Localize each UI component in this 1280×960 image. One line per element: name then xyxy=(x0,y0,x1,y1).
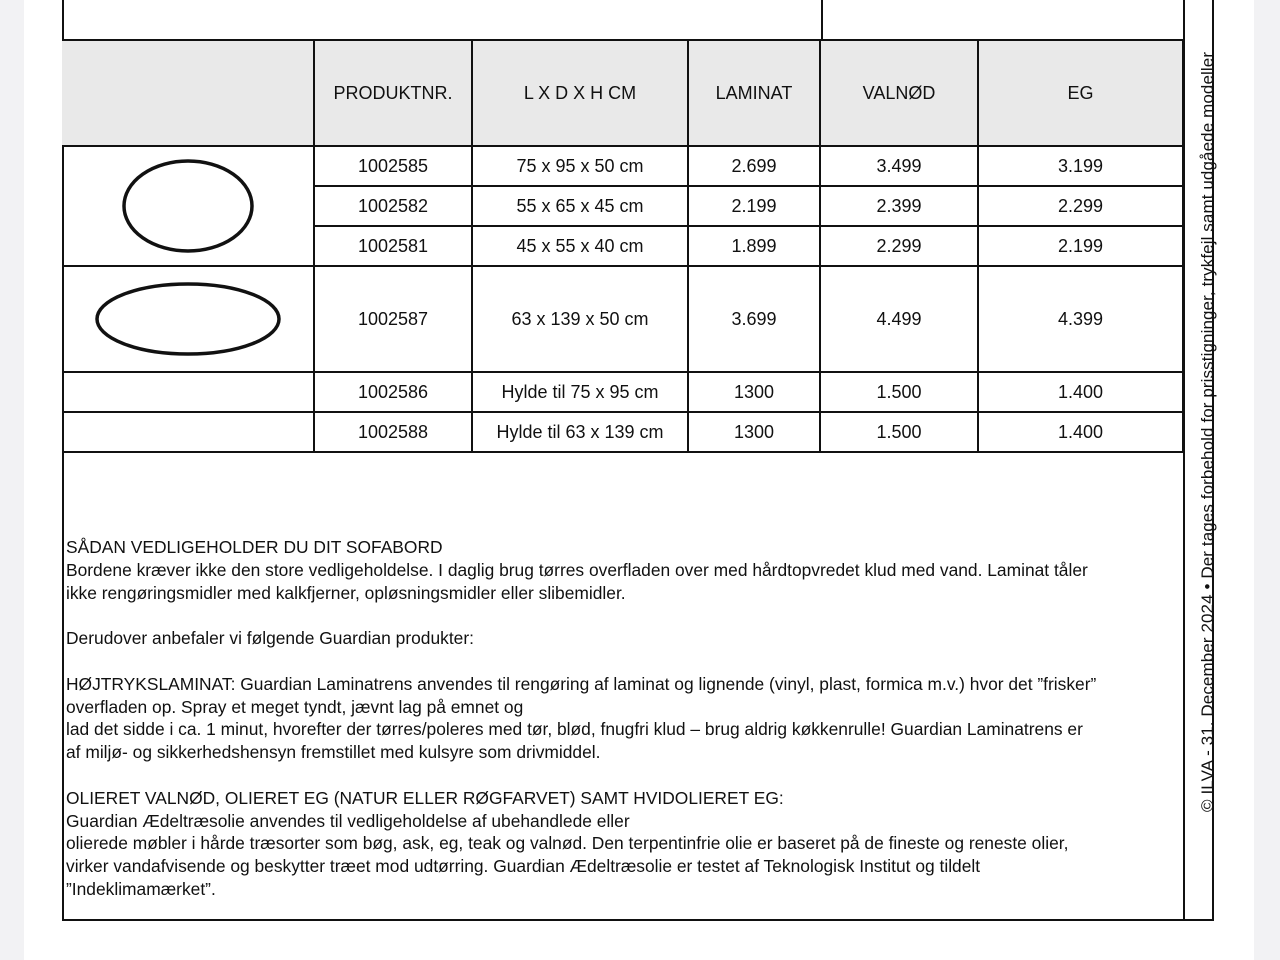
laminat-price-cell: 2.699 xyxy=(688,146,820,186)
valnod-price-cell: 4.499 xyxy=(820,266,978,372)
eg-price-cell: 1.400 xyxy=(978,412,1183,452)
header-produktnr: PRODUKTNR. xyxy=(314,40,472,146)
table-row xyxy=(62,372,1183,412)
eg-price-cell: 2.199 xyxy=(978,226,1183,266)
empty-shape-cell xyxy=(62,372,314,412)
elongated-oval-table-icon xyxy=(88,279,288,359)
laminate-paragraph-line: af miljø- og sikkerhedshensyn fremstillet med kulsyre som drivmiddel. xyxy=(66,742,601,763)
laminat-price-cell: 1300 xyxy=(688,372,820,412)
laminat-price-cell: 2.199 xyxy=(688,186,820,226)
oil-paragraph-line: virker vandafvisende og beskytter træet mod udtørring. Guardian Ædeltræsolie er testet af Teknologisk Institut og tildelt xyxy=(66,856,981,877)
produktnr-cell: 1002581 xyxy=(314,226,472,266)
produktnr-cell: 1002588 xyxy=(314,412,472,452)
copyright-disclaimer: © ILVA - 31. December 2024 • Der tages forbehold for prisstigninger, trykfejl samt udgåede modeller xyxy=(1198,51,1217,812)
table-header-row xyxy=(62,40,1183,146)
table-row xyxy=(62,412,1183,452)
recommend-line: Derudover anbefaler vi følgende Guardian produkter: xyxy=(66,628,474,649)
eg-price-cell: 2.299 xyxy=(978,186,1183,226)
valnod-price-cell: 3.499 xyxy=(820,146,978,186)
produktnr-cell: 1002585 xyxy=(314,146,472,186)
oil-paragraph-line: ”Indeklimamærket”. xyxy=(66,878,216,899)
size-cell: 75 x 95 x 50 cm xyxy=(472,146,688,186)
eg-price-cell: 3.199 xyxy=(978,146,1183,186)
oil-paragraph-line: Guardian Ædeltræsolie anvendes til vedligeholdelse af ubehandlede eller xyxy=(66,810,630,831)
laminat-price-cell: 1.899 xyxy=(688,226,820,266)
care-instructions xyxy=(66,536,1182,901)
laminate-paragraph-line: lad det sidde i ca. 1 minut, hvorefter der tørres/poleres med tør, blød, fnugfri klud – brug aldrig køkkenrulle! Guardian Laminatrens er xyxy=(66,719,1083,740)
produktnr-cell: 1002582 xyxy=(314,186,472,226)
laminat-price-cell: 1300 xyxy=(688,412,820,452)
valnod-price-cell: 1.500 xyxy=(820,412,978,452)
header-size: L X D X H CM xyxy=(472,40,688,146)
oil-heading: OLIERET VALNØD, OLIERET EG (NATUR ELLER RØGFARVET) SAMT HVIDOLIERET EG: xyxy=(66,787,784,808)
valnod-price-cell: 1.500 xyxy=(820,372,978,412)
produktnr-cell: 1002586 xyxy=(314,372,472,412)
oil-paragraph-line: olierede møbler i hårde træsorter som bøg, ask, eg, teak og valnød. Den terpentinfrie olie er baseret på de fineste og reneste olier, xyxy=(66,833,1069,854)
laminate-paragraph-line: overfladen op. Spray et meget tyndt, jævnt lag på emnet og xyxy=(66,696,524,717)
table-row xyxy=(62,266,1183,372)
price-table xyxy=(62,39,1184,453)
top-divider xyxy=(821,0,823,40)
table-row xyxy=(62,146,1183,186)
care-intro-line: ikke rengøringsmidler med kalkfjerner, opløsningsmidler eller slibemidler. xyxy=(66,582,626,603)
size-cell: Hylde til 63 x 139 cm xyxy=(472,412,688,452)
header-laminat: LAMINAT xyxy=(688,40,820,146)
produktnr-cell: 1002587 xyxy=(314,266,472,372)
eg-price-cell: 1.400 xyxy=(978,372,1183,412)
size-cell: 55 x 65 x 45 cm xyxy=(472,186,688,226)
care-intro-line: Bordene kræver ikke den store vedligeholdelse. I daglig brug tørres overfladen over med hårdtopvredet klud med vand. Laminat tåler xyxy=(66,559,1088,580)
elongated-oval-table-shape-cell xyxy=(62,266,314,372)
valnod-price-cell: 2.399 xyxy=(820,186,978,226)
oval-table-icon xyxy=(118,156,258,256)
header-valnod: VALNØD xyxy=(820,40,978,146)
header-shape xyxy=(62,40,314,146)
care-heading: SÅDAN VEDLIGEHOLDER DU DIT SOFABORD xyxy=(66,537,443,557)
laminate-paragraph-line: HØJTRYKSLAMINAT: Guardian Laminatrens anvendes til rengøring af laminat og lignende (vinyl, plast, formica m.v.) hvor det ”frisker” xyxy=(66,673,1097,694)
eg-price-cell: 4.399 xyxy=(978,266,1183,372)
empty-shape-cell xyxy=(62,412,314,452)
valnod-price-cell: 2.299 xyxy=(820,226,978,266)
size-cell: 63 x 139 x 50 cm xyxy=(472,266,688,372)
laminat-price-cell: 3.699 xyxy=(688,266,820,372)
size-cell: Hylde til 75 x 95 cm xyxy=(472,372,688,412)
oval-table-shape-cell xyxy=(62,146,314,266)
header-eg: EG xyxy=(978,40,1183,146)
size-cell: 45 x 55 x 40 cm xyxy=(472,226,688,266)
